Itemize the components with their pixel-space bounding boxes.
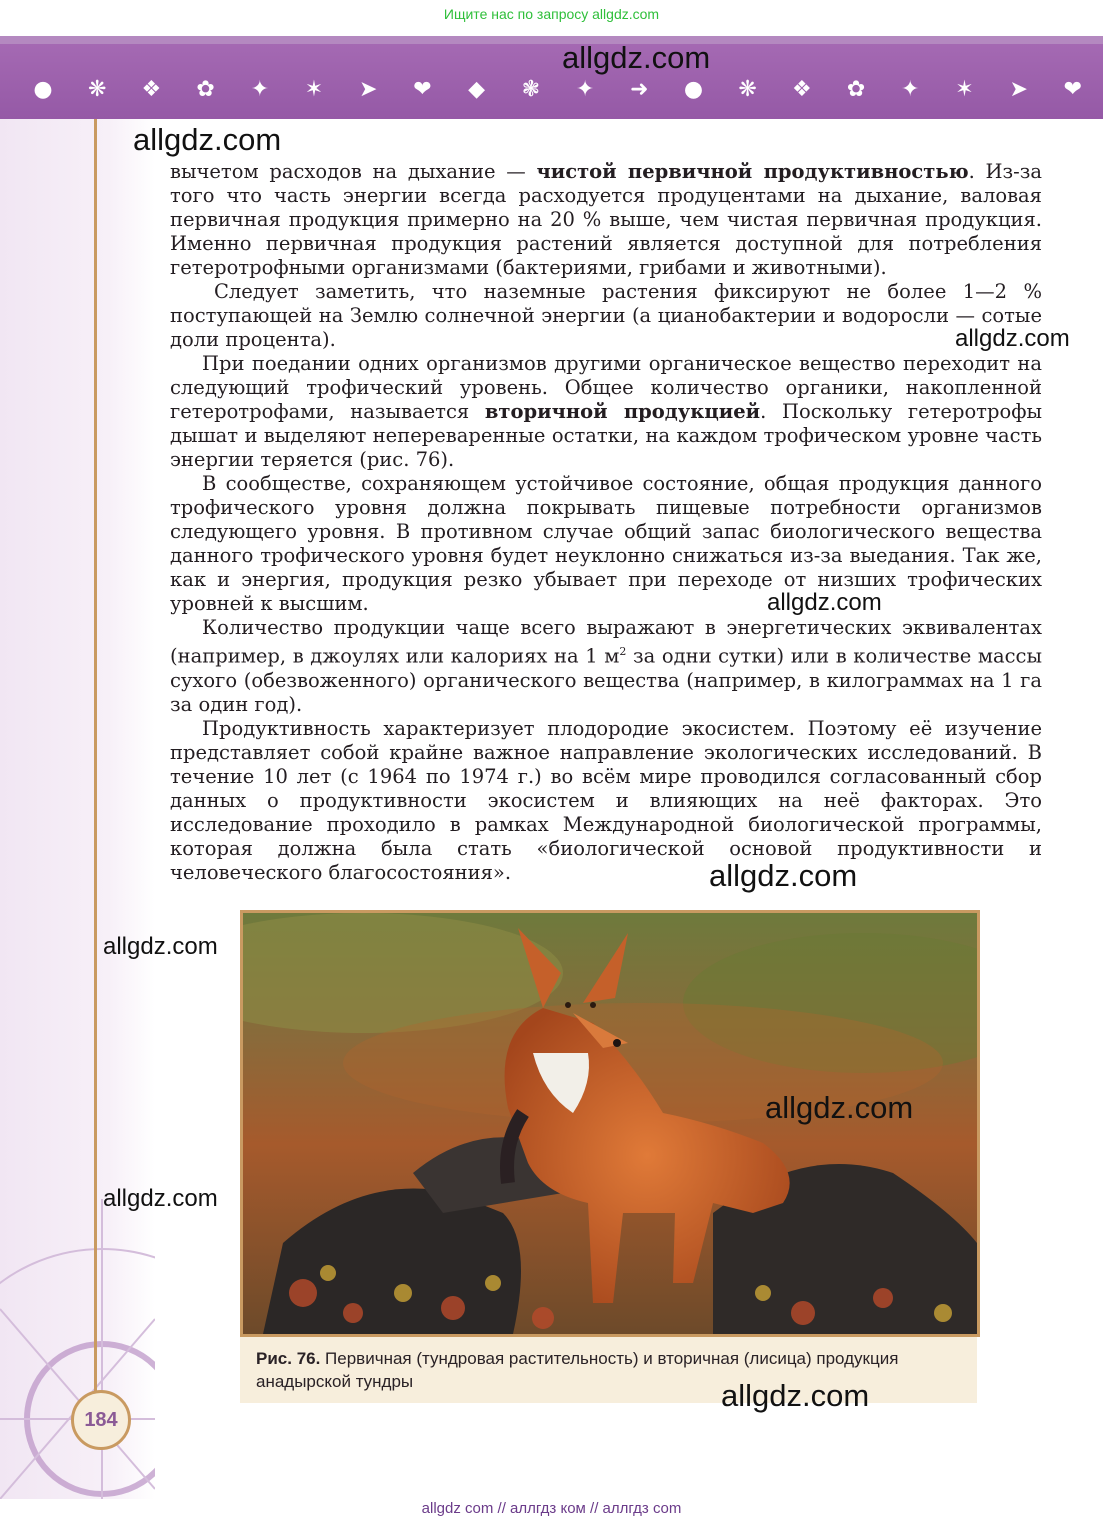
header-banner: [0, 36, 1103, 119]
deer-icon: ✶: [304, 77, 324, 102]
bug-icon: ❋: [738, 77, 757, 102]
watermark: allgdz.com: [709, 858, 858, 893]
text-run: за одни сутки) или в количестве массы сухого (обезвоженного) органического вещества (например, в килограммах на 1 га за один год).: [170, 644, 1042, 716]
paragraph: В сообществе, сохраняющем устойчивое состояние, общая продукция данного трофического уровня должна покрывать пищевые потребности организмов следующего уровня. В противном случае общий запас биологического вещества данного трофического уровня будет неуклонно снижаться из-за выедания. Так же, как и энергия, продукция резко убывает при переходе от низших трофических уровней к высшим.: [170, 472, 1042, 615]
dog-icon: ✦: [575, 77, 595, 102]
watermark: allgdz.com: [955, 325, 1070, 352]
deer-icon: ✶: [955, 77, 974, 102]
scorpion-icon: ❃: [521, 77, 541, 102]
footer-links[interactable]: allgdz com // аллгдз ком // аллгдз com: [421, 1500, 682, 1517]
watermark: allgdz.com: [767, 589, 882, 616]
text-run: Количество продукции чаще всего выражают в энергетических эквивалентах (например, в джоулях или калориях на 1 м: [170, 616, 1042, 668]
banner-strip: [0, 36, 1103, 44]
watermark: allgdz.com: [721, 1378, 870, 1413]
paragraph: [170, 616, 1042, 717]
watermark: allgdz.com: [103, 1185, 218, 1212]
watermark: allgdz.com: [103, 933, 218, 960]
term-bold: чистой первичной продуктивностью: [536, 160, 969, 183]
margin-rule: [94, 119, 97, 1394]
paragraph: [170, 160, 1042, 280]
text-run: . Поскольку гетеротрофы дышат и выделяют непереваренные остатки, на каждом трофическом уровне часть энергии теряется (рис. 76).: [170, 400, 1042, 471]
term-bold: вторичной продукцией: [484, 400, 761, 423]
insect-icon: ✿: [846, 77, 866, 102]
bird-icon: ❖: [141, 77, 162, 102]
text-run: . Из-за того что часть энергии всегда расходуется продуцентами на дыхание, валовая первичная продукция примерно на 20 % выше, чем чистая первичная продукция. Именно первичная продукция растений является доступной для потребления гетеротрофными организмами (бактериями, грибами и животными).: [170, 160, 1043, 279]
whale-icon: ●: [683, 77, 704, 102]
lizard-icon: ✦: [250, 77, 270, 102]
bird-icon: ➤: [1009, 77, 1028, 102]
text-run: вычетом расходов на дыхание —: [170, 160, 537, 183]
caption-label: Рис. 76.: [256, 1349, 321, 1368]
compass-ornament: [0, 119, 155, 1499]
paragraph: [170, 352, 1042, 472]
butterfly-icon: ❤: [413, 77, 432, 102]
watermark: allgdz.com: [765, 1090, 914, 1125]
text-run: При поедании одних организмов другими органическое вещество переходит на следующий трофический уровень. Общее количество органики, накопленной гетеротрофами, называется: [170, 352, 1042, 423]
body-text: [170, 160, 1042, 885]
eagle-icon: ➜: [630, 77, 649, 102]
bug-icon: ❋: [87, 77, 107, 102]
lizard-icon: ✦: [901, 77, 920, 102]
watermark: allgdz.com: [562, 40, 711, 75]
superscript: 2: [619, 645, 627, 658]
insect-icon: ✿: [196, 77, 215, 102]
watermark: allgdz.com: [133, 122, 282, 157]
caption-text: Первичная (тундровая растительность) и вторичная (лисица) продукция анадырской тундры: [256, 1349, 899, 1391]
paragraph: Продуктивность характеризует плодородие экосистем. Поэтому её изучение представляет собой крайне важное направление экологических исследований. В течение 10 лет (с 1964 по 1974 г.) во всём мире проводился согласованный сбор данных о продуктивности экосистем и влияющих на неё факторах. Это исследование проходило в рамках Международной биологической программы, которая должна была стать «биологической основой продуктивности и человеческого благосостояния».: [170, 716, 1042, 884]
whale-icon: ●: [33, 77, 53, 102]
page-number: 184: [71, 1390, 131, 1450]
left-decoration: [0, 119, 155, 1499]
beetle-icon: ◆: [468, 77, 486, 102]
paragraph: Следует заметить, что наземные растения фиксируют не более 1—2 % поступающей на Землю солнечной энергии (а цианобактерии и водоросли — сотые доли процента).: [170, 280, 1042, 351]
butterfly-icon: ❤: [1063, 77, 1083, 102]
bird-icon: ❖: [791, 77, 812, 102]
bird-icon: ➤: [359, 77, 378, 102]
search-note: Ищите нас по запросу allgdz.com: [443, 6, 660, 22]
animal-silhouettes: [28, 74, 1088, 106]
